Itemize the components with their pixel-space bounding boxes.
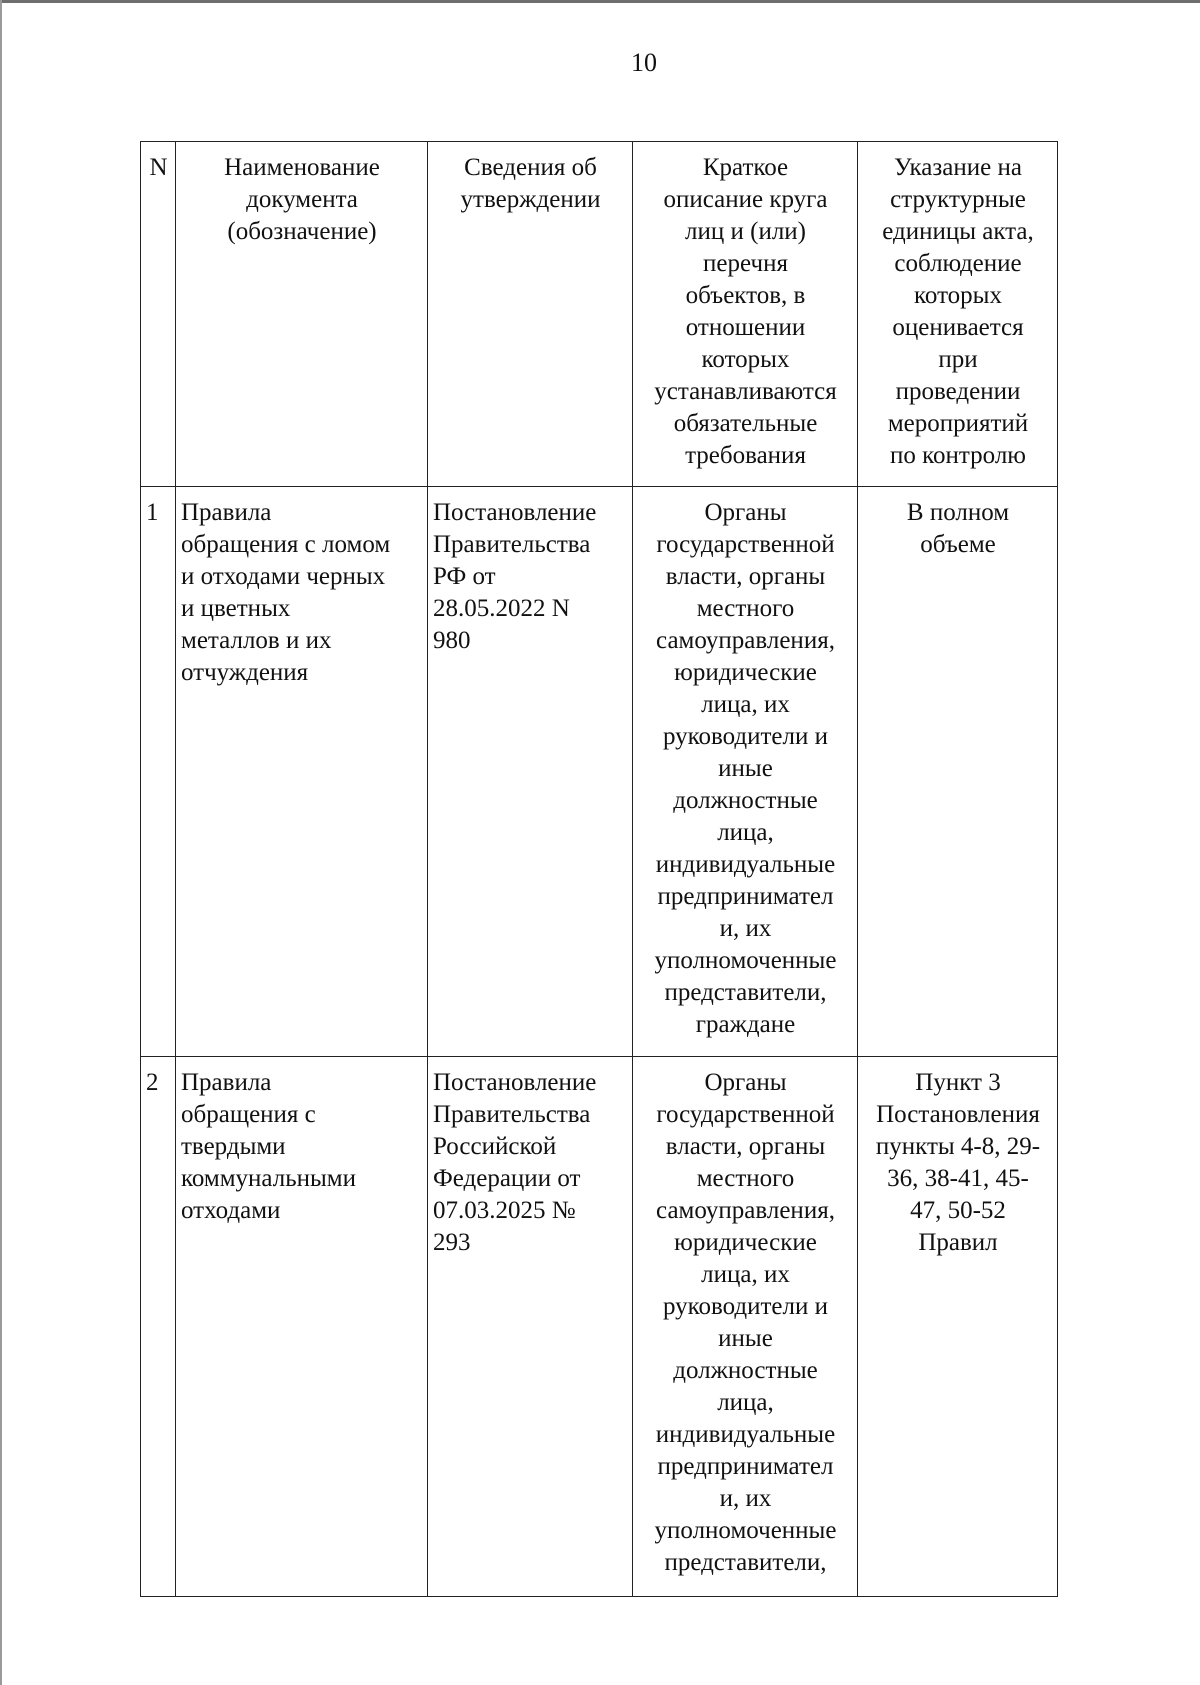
- cell-text-line: коммунальными: [181, 1165, 356, 1192]
- cell-text-line: при: [938, 346, 978, 373]
- cell-text-line: местного: [696, 595, 795, 622]
- cell-text-line: отчуждения: [181, 659, 309, 686]
- cell-text-line: 36, 38-41, 45-: [887, 1165, 1029, 1192]
- cell-text-line: документа: [246, 186, 358, 213]
- cell-text-line: юридические: [674, 1229, 817, 1256]
- cell-text-line: РФ от: [433, 563, 496, 590]
- cell-text-line: обращения с ломом: [181, 531, 391, 558]
- cell-text-line: Пункт 3: [915, 1069, 1001, 1096]
- cell-text-line: 47, 50-52: [910, 1197, 1006, 1224]
- cell-text-line: Постановления: [876, 1101, 1040, 1128]
- cell-text-line: единицы акта,: [882, 218, 1034, 245]
- cell-text-line: твердыми: [181, 1133, 286, 1160]
- cell-text-line: 28.05.2022 N: [433, 595, 570, 622]
- cell-text-line: Сведения об: [464, 154, 597, 181]
- cell-text-line: и цветных: [181, 595, 291, 622]
- cell-text-line: и, их: [719, 1485, 772, 1512]
- cell-text-line: государственной: [656, 1101, 835, 1128]
- cell-text-line: перечня: [703, 250, 788, 277]
- cell-text-line: лица,: [717, 1389, 774, 1416]
- header-units: [858, 142, 1058, 487]
- header-approval: [428, 142, 633, 487]
- scan-edge-left: [0, 0, 2, 1685]
- cell-text-line: Российской: [433, 1133, 557, 1160]
- cell-text-line: лица, их: [701, 691, 790, 718]
- cell-text-line: представители,: [664, 1549, 827, 1576]
- cell-text-line: иные: [718, 755, 773, 782]
- cell-text-line: Правила: [181, 1069, 272, 1096]
- page-number: 10: [631, 48, 657, 77]
- row-description: [633, 487, 858, 1057]
- cell-text-line: В полном: [906, 499, 1010, 526]
- cell-text-line: предпринимател: [657, 883, 834, 910]
- cell-text-line: обращения с: [181, 1101, 316, 1128]
- cell-text-line: оценивается: [892, 314, 1024, 341]
- cell-text-line: руководители и: [662, 723, 829, 750]
- cell-text-line: Краткое: [702, 154, 789, 181]
- cell-text-line: лица,: [717, 819, 774, 846]
- row-units: [858, 487, 1058, 1057]
- cell-text-line: пункты 4-8, 29-: [875, 1133, 1041, 1160]
- regulation-table: [140, 141, 1058, 1597]
- row-number: 2: [141, 1057, 176, 1597]
- cell-text-line: по контролю: [890, 442, 1026, 469]
- row-document-name: [176, 1057, 428, 1597]
- cell-text-line: юридические: [674, 659, 817, 686]
- row-units: [858, 1057, 1058, 1597]
- cell-text-line: самоуправления,: [656, 1197, 835, 1224]
- cell-text-line: металлов и их: [181, 627, 332, 654]
- scan-edge-top: [0, 0, 1200, 3]
- header-n: N: [141, 142, 176, 487]
- cell-text-line: структурные: [890, 186, 1026, 213]
- cell-text-line: представители,: [664, 979, 827, 1006]
- cell-text-line: власти, органы: [665, 1133, 826, 1160]
- cell-text-line: Наименование: [224, 154, 380, 181]
- cell-text-line: и отходами черных: [181, 563, 386, 590]
- cell-text-line: которых: [701, 346, 790, 373]
- cell-text-line: устанавливаются: [654, 378, 837, 405]
- cell-text-line: уполномоченные: [654, 1517, 837, 1544]
- cell-text-line: объектов, в: [685, 282, 806, 309]
- cell-text-line: государственной: [656, 531, 835, 558]
- cell-text-line: (обозначение): [227, 218, 377, 245]
- cell-text-line: проведении: [895, 378, 1021, 405]
- cell-text-line: 980: [433, 627, 471, 654]
- cell-text-line: индивидуальные: [655, 851, 836, 878]
- table-row: [141, 1057, 1058, 1597]
- cell-text-line: мероприятий: [887, 410, 1029, 437]
- cell-text-line: обязательные: [673, 410, 818, 437]
- table-row: [141, 487, 1058, 1057]
- row-approval: [428, 1057, 633, 1597]
- cell-text-line: описание круга: [663, 186, 828, 213]
- cell-text-line: власти, органы: [665, 563, 826, 590]
- cell-text-line: отходами: [181, 1197, 281, 1224]
- cell-text-line: которых: [914, 282, 1002, 309]
- cell-text-line: руководители и: [662, 1293, 829, 1320]
- cell-text-line: Постановление: [433, 1069, 597, 1096]
- row-approval: [428, 487, 633, 1057]
- cell-text-line: иные: [718, 1325, 773, 1352]
- cell-text-line: Правительства: [433, 531, 591, 558]
- cell-text-line: 07.03.2025 №: [433, 1197, 576, 1224]
- cell-text-line: предпринимател: [657, 1453, 834, 1480]
- cell-text-line: утверждении: [460, 186, 601, 213]
- cell-text-line: должностные: [673, 787, 818, 814]
- cell-text-line: должностные: [673, 1357, 818, 1384]
- row-description: [633, 1057, 858, 1597]
- cell-text-line: отношении: [685, 314, 806, 341]
- header-description: [633, 142, 858, 487]
- cell-text-line: уполномоченные: [654, 947, 837, 974]
- cell-text-line: индивидуальные: [655, 1421, 836, 1448]
- cell-text-line: Правительства: [433, 1101, 591, 1128]
- cell-text-line: соблюдение: [894, 250, 1022, 277]
- cell-text-line: Правил: [918, 1229, 998, 1256]
- cell-text-line: Постановление: [433, 499, 597, 526]
- cell-text-line: лиц и (или): [685, 218, 806, 245]
- row-number: 1: [141, 487, 176, 1057]
- cell-text-line: граждане: [695, 1011, 796, 1038]
- cell-text-line: лица, их: [701, 1261, 790, 1288]
- header-name: [176, 142, 428, 487]
- cell-text-line: Органы: [704, 499, 787, 526]
- cell-text-line: 293: [433, 1229, 471, 1256]
- cell-text-line: Федерации от: [433, 1165, 581, 1192]
- cell-text-line: местного: [696, 1165, 795, 1192]
- cell-text-line: и, их: [719, 915, 772, 942]
- cell-text-line: объеме: [920, 531, 996, 558]
- cell-text-line: Указание на: [894, 154, 1022, 181]
- cell-text-line: самоуправления,: [656, 627, 835, 654]
- row-document-name: [176, 487, 428, 1057]
- cell-text-line: требования: [685, 442, 806, 469]
- table-header-row: [141, 142, 1058, 487]
- cell-text-line: Правила: [181, 499, 272, 526]
- cell-text-line: Органы: [704, 1069, 787, 1096]
